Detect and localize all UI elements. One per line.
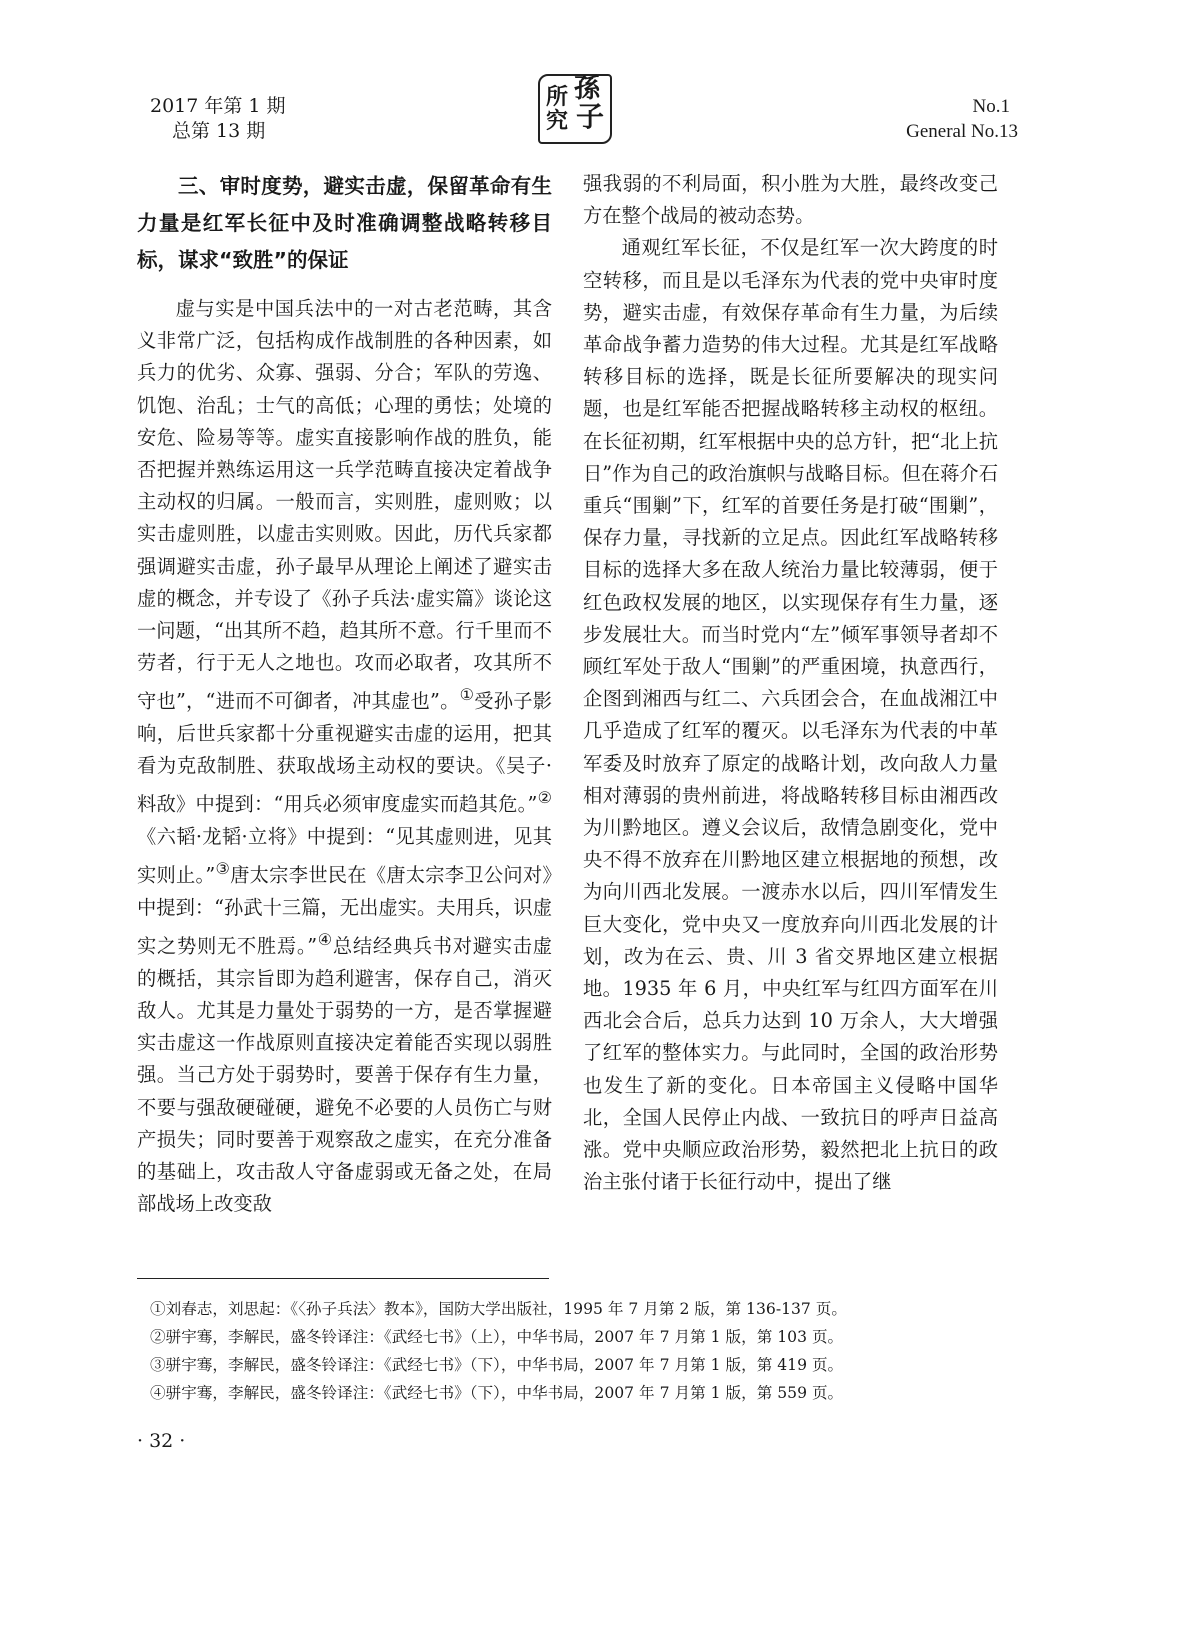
footnote-ref: ① [459, 685, 475, 705]
paragraph-text: 唐太宗李世民在《唐太宗李卫公问对》中提到：“孙武十三篇，无出虚实。夫用兵，识虚实之势则无不胜焉。” [137, 863, 552, 958]
body-paragraph [137, 293, 552, 1220]
paragraph-text: 总结经典兵书对避实击虚的概括，其宗旨即为趋利避害，保存自己，消灭敌人。尤其是力量处于弱势的一方，是否掌握避实击虚这一作战原则直接决定着能否实现以弱胜强。当己方处于弱势时，要善于保存有生力量，不要与强敌硬碰硬，避免不必要的人员伤亡与财产损失；同时要善于观察敌之虚实，在充分准备的基础上，攻击敌人守备虚弱或无备之处，在局部战场上改变敌 [137, 934, 552, 1216]
left-column [137, 168, 552, 1220]
paragraph-text: 虚与实是中国兵法中的一对古老范畴，其含义非常广泛，包括构成作战制胜的各种因素，如兵力的优劣、众寡、强弱、分合；军队的劳逸、饥饱、治乱；士气的高低；心理的勇怯；处境的安危、险易等等。虚实直接影响作战的胜负，能否把握并熟练运用这一兵学范畴直接决定着战争主动权的归属。一般而言，实则胜，虚则败；以实击虚则胜，以虚击实则败。因此，历代兵家都强调避实击虚，孙子最早从理论上阐述了避实击虚的概念，并专设了《孙子兵法·虚实篇》谈论这一问题，“出其所不趋，趋其所不意。行千里而不劳者，行于无人之地也。攻而必取者，攻其所不守也”，“进而不可御者，冲其虚也”。 [137, 297, 552, 713]
logo-char: 子 [576, 100, 605, 133]
issue-number: 2017 年第 1 期 [150, 95, 286, 117]
footnote: ②骈宇骞，李解民，盛冬铃译注：《武经七书》（上），中华书局，2007 年 7 月第 1 版，第 103 页。 [150, 1328, 844, 1346]
total-issue-number: 总第 13 期 [172, 120, 266, 142]
journal-logo-seal [538, 74, 612, 144]
body-paragraph: 通观红军长征，不仅是红军一次大跨度的时空转移，而且是以毛泽东为代表的党中央审时度势，避实击虚，有效保存革命有生力量，为后续革命战争蓄力造势的伟大过程。尤其是红军战略转移目标的选择，既是长征所要解决的现实问题，也是红军能否把握战略转移主动权的枢纽。在长征初期，红军根据中央的总方针，把“北上抗日”作为自己的政治旗帜与战略目标。但在蒋介石重兵“围剿”下，红军的首要任务是打破“围剿”，保存力量，寻找新的立足点。因此红军战略转移目标的选择大多在敌人统治力量比较薄弱，便于红色政权发展的地区，以实现保存有生力量，逐步发展壮大。而当时党内“左”倾军事领导者却不顾红军处于敌人“围剿”的严重困境，执意西行，企图到湘西与红二、六兵团会合，在血战湘江中几乎造成了红军的覆灭。以毛泽东为代表的中革军委及时放弃了原定的战略计划，改向敌人力量相对薄弱的贵州前进，将战略转移目标由湘西改为川黔地区。遵义会议后，敌情急剧变化，党中央不得不放弃在川黔地区建立根据地的预想，改为向川西北发展。一渡赤水以后，四川军情发生巨大变化，党中央又一度放弃向川西北发展的计划，改为在云、贵、川 3 省交界地区建立根据地。1935 年 6 月，中央红军与红四方面军在川西北会合后，总兵力达到 10 万余人，大大增强了红军的整体实力。与此同时，全国的政治形势也发生了新的变化。日本帝国主义侵略中国华北，全国人民停止内战、一致抗日的呼声日益高涨。党中央顺应政治形势，毅然把北上抗日的政治主张付诸于长征行动中，提出了继 [583, 236, 998, 1194]
section-heading: 三、审时度势，避实击虚，保留革命有生力量是红军长征中及时准确调整战略转移目标，谋求“致胜”的保证 [137, 174, 552, 272]
footnote: ①刘春志，刘思起：《〈孙子兵法〉教本》，国防大学出版社，1995 年 7 月第 2 版，第 136-137 页。 [150, 1300, 847, 1318]
running-header-right [906, 94, 1018, 144]
logo-char: 所 [546, 84, 569, 110]
right-column [583, 168, 998, 1199]
paragraph-text: 受孙子影响，后世兵家都十分重视避实击虚的运用，把其看为克敌制胜、获取战场主动权的要诀。《吴子·料敌》中提到：“用兵必须审度虚实而趋其危。” [137, 689, 553, 816]
running-header-left [150, 94, 286, 144]
logo-char: 孫 [574, 74, 601, 104]
general-number-en: General No.13 [906, 121, 1018, 142]
logo-char: 究 [546, 108, 569, 134]
footnote-ref: ④ [317, 930, 333, 950]
page-number: · 32 · [137, 1430, 186, 1452]
footnote: ④骈宇骞，李解民，盛冬铃译注：《武经七书》（下），中华书局，2007 年 7 月第 1 版，第 559 页。 [150, 1384, 844, 1402]
footnote-divider [137, 1278, 549, 1279]
issue-number-en: No.1 [972, 96, 1010, 117]
footnote: ③骈宇骞，李解民，盛冬铃译注：《武经七书》（下），中华书局，2007 年 7 月第 1 版，第 419 页。 [150, 1356, 844, 1374]
footnote-ref: ② [537, 788, 552, 808]
paragraph-text: 《六韬·龙韬·立将》中提到：“见其虚则进，见其实则止。” [137, 825, 552, 887]
body-paragraph-continued: 强我弱的不利局面，积小胜为大胜，最终改变己方在整个战局的被动态势。 [583, 172, 998, 228]
footnote-ref: ③ [215, 859, 231, 879]
footnotes [150, 1295, 1010, 1407]
